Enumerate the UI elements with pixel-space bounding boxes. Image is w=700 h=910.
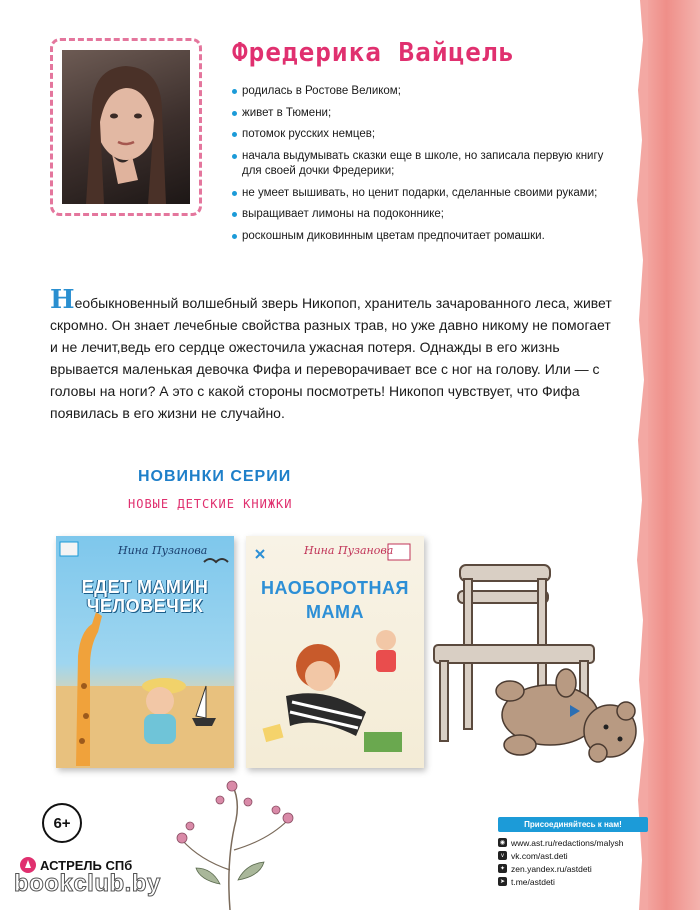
- book-author: Нина Пузанова: [304, 544, 394, 557]
- zen-icon: ✦: [499, 866, 506, 872]
- book-cover[interactable]: [56, 536, 234, 768]
- author-fact: роскошным диковинным цветам предпочитает ромашки.: [232, 229, 607, 245]
- author-fact: выращивает лимоны на подоконнике;: [232, 207, 607, 223]
- book-cover[interactable]: [246, 536, 424, 768]
- social-link-text: vk.com/ast.deti: [511, 850, 568, 861]
- author-photo: [62, 50, 190, 204]
- join-banner: Присоединяйтесь к нам!: [498, 817, 648, 832]
- decorative-side-strip: [644, 0, 700, 910]
- author-facts-list: [232, 84, 607, 250]
- book-title: ЕДЕТ МАМИН ЧЕЛОВЕЧЕК: [81, 577, 209, 616]
- vk-icon: v: [498, 851, 507, 860]
- book-description: [50, 285, 620, 424]
- author-fact: живет в Тюмени;: [232, 106, 607, 122]
- watermark: bookclub.by: [14, 870, 161, 897]
- author-fact: родилась в Ростове Великом;: [232, 84, 607, 100]
- social-link-text: t.me/astdeti: [511, 876, 555, 887]
- age-rating-badge: 6+: [42, 803, 82, 843]
- publisher-name: АСТРЕЛЬ СПб: [40, 857, 133, 873]
- author-photo-frame: [50, 38, 202, 216]
- author-fact: потомок русских немцев;: [232, 127, 607, 143]
- social-link-text: zen.yandex.ru/astdeti: [511, 863, 592, 874]
- book-cover-illustration: [56, 536, 234, 768]
- author-name: Фредерика Вайцель: [232, 38, 516, 68]
- social-link-text: www.ast.ru/redactions/malysh: [511, 837, 624, 848]
- series-subtitle: НОВЫЕ ДЕТСКИЕ КНИЖКИ: [128, 497, 293, 511]
- web-icon: ◉: [499, 840, 506, 846]
- social-link[interactable]: [498, 875, 648, 888]
- teddy-bear-chair-illustration: [420, 555, 650, 785]
- social-link[interactable]: [498, 862, 648, 875]
- telegram-icon: ➤: [499, 879, 506, 885]
- book-author: Нина Пузанова: [118, 544, 208, 557]
- description-text: еобыкновенный волшебный зверь Никопоп, хранитель зачарованного леса, живет скромно. Он знает лечебные свойства разных трав, но уже давно никому не помогает и не лечит,ведь его сердце ожесточила ужасная потеря. Однажды в его жизнь врывается маленькая девочка Фифа и переворачивает все с ног на голову. Или — с головы на ноги? А это с какой стороны посмотреть! Никопоп чувствует, что Фифа появилась в его жизни не случайно.: [50, 295, 612, 421]
- book-title: НАОБОРОТНАЯ МАМА: [261, 578, 409, 622]
- author-fact: не умеет вышивать, но ценит подарки, сделанные своими руками;: [232, 186, 607, 202]
- author-fact: начала выдумывать сказки еще в школе, но записала первую книгу для своей дочки Фредерики;: [232, 149, 607, 180]
- flower-sketch-illustration: [160, 780, 310, 910]
- social-links-panel: [498, 817, 648, 888]
- series-title: НОВИНКИ СЕРИИ: [138, 468, 292, 485]
- social-link[interactable]: [498, 849, 648, 862]
- drop-cap: Н: [50, 285, 75, 315]
- book-cover-illustration: [246, 536, 424, 768]
- social-link[interactable]: [498, 836, 648, 849]
